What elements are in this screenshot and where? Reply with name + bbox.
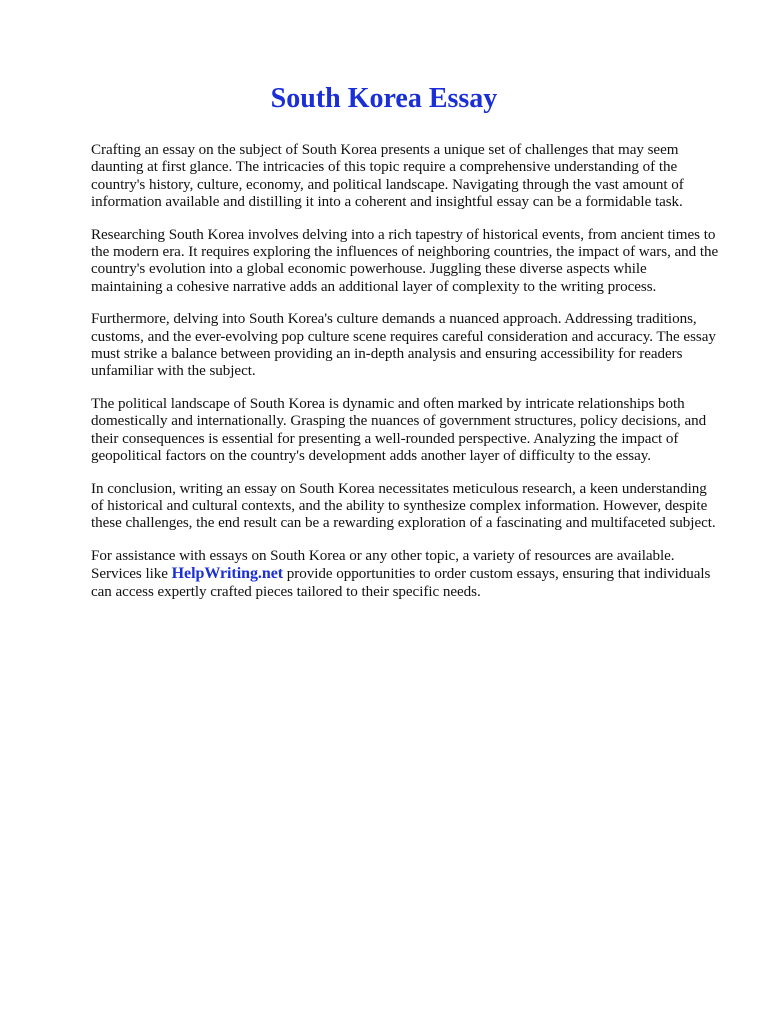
page-title: South Korea Essay bbox=[270, 83, 498, 114]
helpwriting-link[interactable]: HelpWriting.net bbox=[171, 565, 284, 583]
paragraph-research: Researching South Korea involves delving into a rich tapestry of historical events, from ancient times to the modern era. It requires exploring the influences of neighboring countries, the impact of wars, and the country's evolution into a global economic powerhouse. Juggling these diverse aspects while maintaining a cohesive narrative adds an additional layer of complexity to the writing process. bbox=[91, 226, 719, 295]
assistance-text-before-link: For assistance with essays on South Korea or any other topic, a variety of resources are available. Services like bbox=[91, 547, 675, 583]
paragraph-assistance bbox=[91, 548, 720, 601]
paragraph-conclusion: In conclusion, writing an essay on South Korea necessitates meticulous research, a keen understanding of historical and cultural contexts, and the ability to synthesize complex information. However, despite these challenges, the end result can be a rewarding exploration of a fascinating and multifaceted subject. bbox=[91, 480, 716, 532]
paragraph-culture: Furthermore, delving into South Korea's culture demands a nuanced approach. Addressing traditions, customs, and the ever-evolving pop culture scene requires careful consideration and accuracy. The essay must strike a balance between providing an in-depth analysis and ensuring accessibility for readers unfamiliar with the subject. bbox=[91, 311, 716, 380]
paragraph-politics: The political landscape of South Korea is dynamic and often marked by intricate relationships both domestically and internationally. Grasping the nuances of government structures, policy decisions, and their consequences is essential for presenting a well-rounded perspective. Analyzing the impact of geopolitical factors on the country's development adds another layer of difficulty to the essay. bbox=[91, 395, 707, 465]
paragraph-intro: Crafting an essay on the subject of South Korea presents a unique set of challenges that may seem daunting at first glance. The intricacies of this topic require a comprehensive understanding of the country's history, culture, economy, and political landscape. Navigating through the vast amount of information available and distilling it into a coherent and insightful essay can be a formidable task. bbox=[91, 142, 684, 211]
assistance-text-after-link: provide opportunities to order custom essays, ensuring that individuals can access expertly crafted pieces tailored to their specific needs. bbox=[91, 566, 711, 600]
